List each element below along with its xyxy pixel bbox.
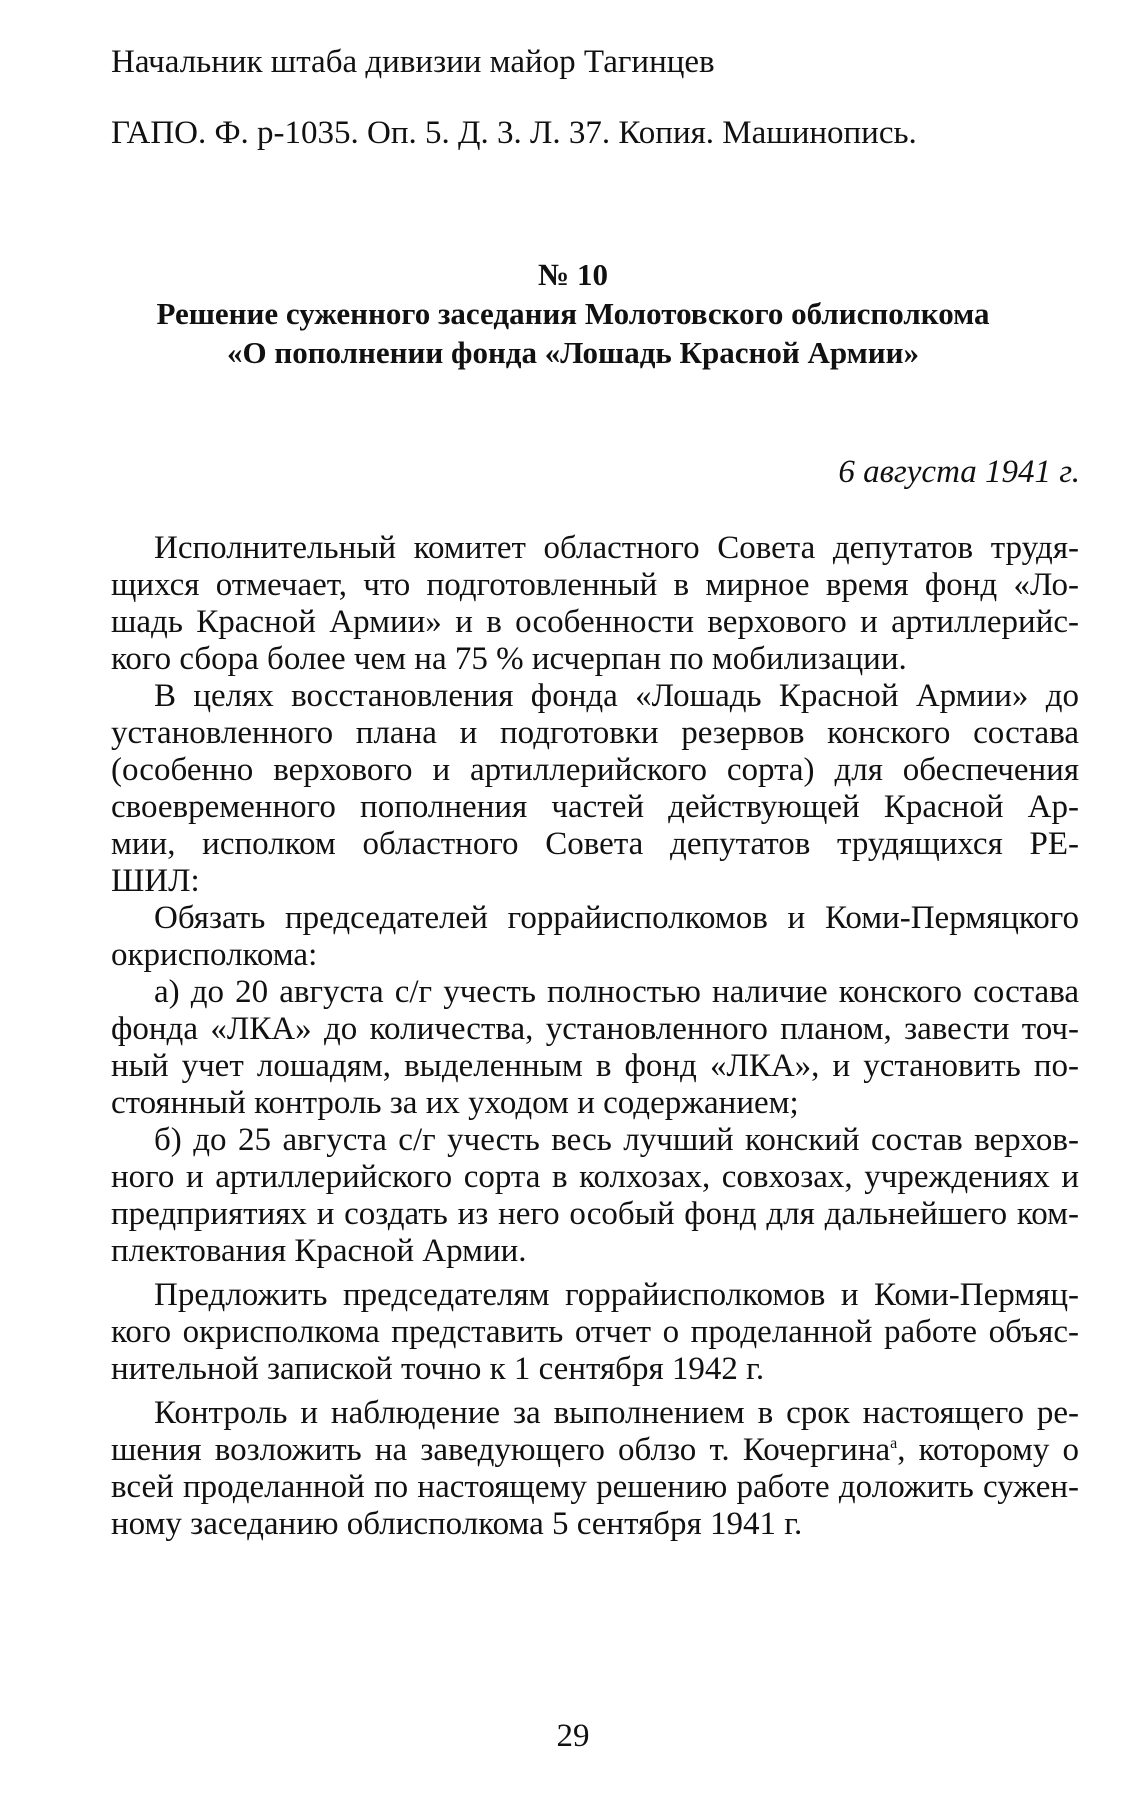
body-line: шадь Красной Армии» и в особенности верхового и артиллерийс- [111,604,1079,640]
signature-line: Начальник штаба дивизии майор Тагинцев [111,44,715,80]
body-line: Исполнительный комитет областного Совета депутатов трудя- [154,530,1079,566]
body-line: стоянный контроль за их уходом и содержанием; [111,1085,799,1121]
body-text: шения возложить на заведующего облзо т. Кочергина [111,1432,891,1468]
document-number: № 10 [538,257,608,292]
body-line: предприятиях и создать из него особый фонд для дальнейшего ком- [111,1196,1079,1232]
document-title-line-2: «О пополнении фонда «Лошадь Красной Армии» [226,335,920,370]
body-line: всей проделанной по настоящему решению работе доложить сужен- [111,1469,1079,1505]
body-line: Предложить председателям горрайисполкомов и Коми-Пермяц- [154,1277,1079,1313]
body-line: ный учет лошадям, выделенным в фонд «ЛКА», и установить по- [111,1048,1079,1084]
body-line: фонда «ЛКА» до количества, установленного планом, завести точ- [111,1011,1079,1047]
footnote-marker: а [890,1435,898,1452]
body-line: б) до 25 августа с/г учесть весь лучший конский состав верхов- [154,1122,1079,1158]
document-date: 6 августа 1941 г. [838,454,1080,490]
body-line: мии, исполком областного Совета депутатов трудящихся РЕ- [111,826,1079,862]
body-line: своевременного пополнения частей действующей Красной Ар- [111,789,1079,825]
body-line: кого сбора более чем на 75 % исчерпан по мобилизации. [111,641,907,677]
body-line: ШИЛ: [111,863,200,899]
body-line: В целях восстановления фонда «Лошадь Красной Армии» до [154,678,1079,714]
archive-reference: ГАПО. Ф. р-1035. Оп. 5. Д. 3. Л. 37. Копия. Машинопись. [111,115,917,151]
body-line: установленного плана и подготовки резервов конского состава [111,715,1079,751]
body-line: кого окрисполкома представить отчет о проделанной работе объяс- [111,1314,1079,1350]
body-line: а) до 20 августа с/г учесть полностью наличие конского состава [154,974,1079,1010]
body-line: нительной запиской точно к 1 сентября 1942 г. [111,1351,765,1387]
body-line-with-footnote [111,1430,1079,1470]
body-line: окрисполкома: [111,937,318,973]
body-line: Обязать председателей горрайисполкомов и Коми-Пермяцкого [154,900,1079,936]
document-title-line-1: Решение суженного заседания Молотовского облисполкома [156,296,990,331]
body-line: плектования Красной Армии. [111,1233,527,1269]
body-line: Контроль и наблюдение за выполнением в срок настоящего ре- [154,1395,1079,1431]
body-line: ному заседанию облисполкома 5 сентября 1941 г. [111,1506,803,1542]
body-line: (особенно верхового и артиллерийского сорта) для обеспечения [111,752,1079,788]
body-text: , которому о [897,1432,1079,1468]
body-line: щихся отмечает, что подготовленный в мирное время фонд «Ло- [111,567,1079,603]
body-line: ного и артиллерийского сорта в колхозах, совхозах, учреждениях и [111,1159,1079,1195]
page-number: 29 [556,1718,590,1754]
